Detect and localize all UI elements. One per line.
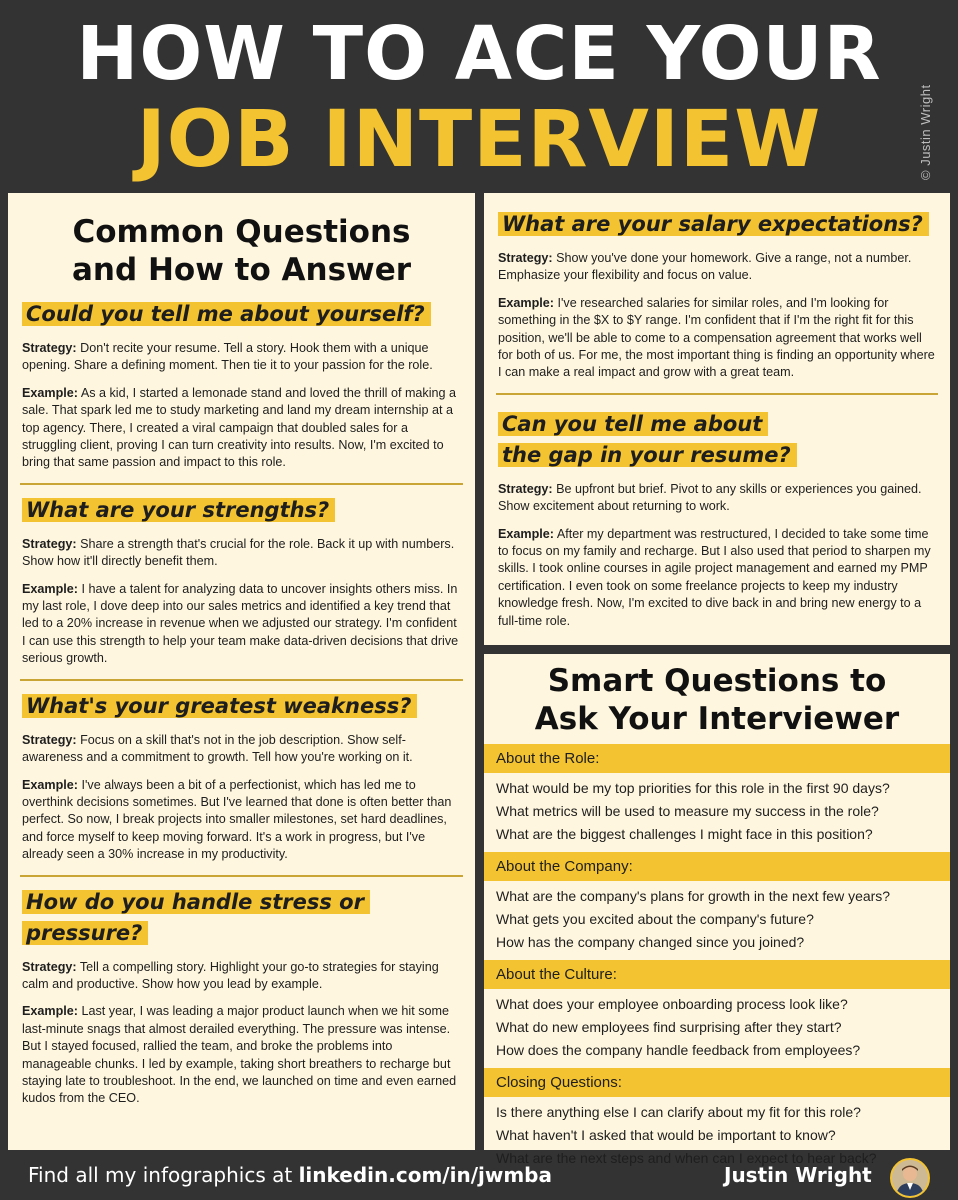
avatar (890, 1158, 930, 1198)
linkedin-link[interactable]: linkedin.com/in/jwmba (298, 1163, 552, 1187)
list-item: Is there anything else I can clarify about my fit for this role? (496, 1104, 861, 1120)
example-label: Example: (22, 1004, 78, 1019)
divider (20, 483, 463, 485)
category-header-role: About the Role: (484, 744, 950, 773)
question-heading (22, 691, 461, 722)
strategy-text: Focus on a skill that's not in the job description. Show self-awareness and a commitment to growth. Tell how you're working on it. (22, 732, 413, 765)
example-text: After my department was restructured, I decided to take some time to focus on my family and recharge. But I also used that period to sharpen my skills. I took online courses in agile project management and earned my PMP certification. I even took on some freelance projects to keep my industry knowledge fresh. Now, I'm excited to dive back in and bring new energy to a full-time role. (498, 526, 931, 628)
title-line-1: HOW TO ACE YOUR (76, 11, 882, 97)
strategy-paragraph (498, 250, 936, 285)
question-block-stress (22, 887, 461, 1119)
question-heading (498, 409, 798, 471)
question-block-weakness (22, 691, 461, 875)
example-text: Last year, I was leading a major product launch when we hit some last-minute snags that almost derailed everything. The pressure was intense. But I stayed focused, rallied the team, and broke the problems into manageable chunks. I led by example, taking short breathers to recharge but staying late to troubleshoot. In the end, we launched on time and even earned kudos from the CEO. (22, 1004, 457, 1106)
example-paragraph (22, 1003, 461, 1107)
list-item: What do new employees find surprising after they start? (496, 1019, 842, 1035)
author-name: Justin Wright (724, 1163, 872, 1187)
strategy-paragraph (22, 536, 461, 571)
example-paragraph (498, 295, 936, 382)
strategy-label: Strategy: (498, 481, 553, 496)
strategy-text: Share a strength that's crucial for the role. Back it up with numbers. Show how it'll directly benefit them. (22, 536, 455, 569)
divider (20, 679, 463, 681)
example-text: As a kid, I started a lemonade stand and loved the thrill of making a sale. That spark led me to study marketing and land my dream internship at a top agency. There, I created a viral campaign that doubled sales for a struggling client, proving I can turn creativity into results. Now, I'm excited to bring that same passion and impact to this role. (22, 385, 457, 470)
example-label: Example: (22, 777, 78, 792)
strategy-paragraph (22, 732, 461, 767)
list-item: What does your employee onboarding process look like? (496, 996, 848, 1012)
example-paragraph (22, 385, 461, 472)
strategy-label: Strategy: (22, 732, 77, 747)
example-paragraph (498, 526, 936, 630)
question-text: How do you handle stress or pressure? (22, 890, 370, 945)
copyright-text: © Justin Wright (918, 84, 933, 180)
strategy-label: Strategy: (22, 536, 77, 551)
list-item: What metrics will be used to measure my success in the role? (496, 803, 879, 819)
strategy-text: Show you've done your homework. Give a range, not a number. Emphasize your flexibility and focus on value. (498, 251, 912, 283)
question-heading (498, 209, 936, 240)
list-item: How does the company handle feedback from employees? (496, 1042, 861, 1058)
example-text: I've always been a bit of a perfectionist, which has led me to overthink decisions sometimes. But I've learned that done is often better than perfect. So now, I break projects into smaller milestones, set hard deadlines, and force myself to keep moving forward. It's a work in progress, but I've already seen a 30% increase in my productivity. (22, 777, 452, 862)
smart-questions-title (484, 662, 950, 738)
divider (20, 875, 463, 877)
title-line-2: JOB INTERVIEW (136, 95, 822, 185)
footer-prefix: Find all my infographics at (28, 1163, 299, 1187)
question-text: What are your salary expectations? (498, 212, 929, 236)
strategy-label: Strategy: (22, 341, 77, 355)
footer (0, 1150, 958, 1200)
example-text: I've researched salaries for similar roles, and I'm looking for something in the $X to $Y range. I'm confident that if I'm the right fit for this position, we'll be able to come to a compensation agreement that works well for both of us. For me, the most important thing is finding an opportunity where I can make a real impact and grow with a great team. (498, 295, 935, 380)
person-icon (892, 1160, 928, 1196)
smart-categories (484, 744, 950, 1174)
category-header-company: About the Company: (484, 852, 950, 881)
question-text: Could you tell me about yourself? (22, 302, 431, 326)
question-block-about-yourself (22, 299, 461, 483)
list-item: What haven't I asked that would be important to know? (496, 1127, 836, 1143)
footer-cta (28, 1161, 552, 1189)
category-header-culture: About the Culture: (484, 960, 950, 989)
question-heading (22, 299, 461, 330)
strategy-text: Be upfront but brief. Pivot to any skills or experiences you gained. Show excitement about returning to work. (498, 481, 922, 514)
smart-title-line-2: Ask Your Interviewer (534, 701, 900, 737)
list-item: How has the company changed since you joined? (496, 934, 805, 950)
header (0, 0, 958, 190)
example-text: I have a talent for analyzing data to uncover insights others miss. In my last role, I dove deep into our sales metrics and identified a key trend that led to a 20% increase in revenue when we adjusted our strategy. I'm confident I can use this strength to help your team make data-driven decisions that drive serious growth. (22, 581, 459, 666)
more-questions-panel (484, 193, 950, 645)
strategy-label: Strategy: (498, 251, 553, 265)
strategy-paragraph (22, 959, 461, 994)
question-text: Can you tell me about the gap in your resume? (498, 412, 797, 467)
common-title-line-2: and How to Answer (71, 252, 412, 288)
question-text: What are your strengths? (22, 498, 335, 522)
category-header-closing: Closing Questions: (484, 1068, 950, 1097)
list-item: What are the next steps and when can I expect to hear back? (496, 1150, 877, 1166)
list-item: What would be my top priorities for this role in the first 90 days? (496, 780, 890, 796)
question-heading (22, 495, 461, 526)
strategy-text: Tell a compelling story. Highlight your go-to strategies for staying calm and productive. Show how you lead by example. (22, 959, 439, 991)
common-questions-panel (8, 193, 475, 1150)
common-questions-title (22, 213, 461, 289)
list-item: What are the company's plans for growth in the next few years? (496, 888, 891, 904)
example-paragraph (22, 581, 461, 668)
question-block-strengths (22, 495, 461, 679)
question-block-resume-gap (498, 409, 936, 641)
smart-questions-panel (484, 654, 950, 1166)
strategy-text: Don't recite your resume. Tell a story. Hook them with a unique opening. Share a defining moment. Then tie it to your passion for the role. (22, 341, 433, 373)
question-heading (22, 887, 461, 949)
strategy-paragraph (498, 481, 936, 516)
list-item: What are the biggest challenges I might face in this position? (496, 826, 873, 842)
example-label: Example: (498, 295, 554, 310)
question-block-salary (498, 209, 936, 393)
question-list-company (484, 881, 950, 958)
example-paragraph (22, 777, 461, 864)
question-list-role (484, 773, 950, 850)
question-text: What's your greatest weakness? (22, 694, 417, 718)
strategy-label: Strategy: (22, 959, 77, 974)
example-label: Example: (22, 581, 78, 596)
common-title-line-1: Common Questions (72, 214, 411, 250)
question-list-culture (484, 989, 950, 1066)
list-item: What gets you excited about the company's future? (496, 911, 814, 927)
strategy-paragraph (22, 340, 461, 375)
example-label: Example: (22, 385, 78, 400)
example-label: Example: (498, 526, 554, 541)
divider (496, 393, 938, 395)
smart-title-line-1: Smart Questions to (547, 663, 887, 699)
